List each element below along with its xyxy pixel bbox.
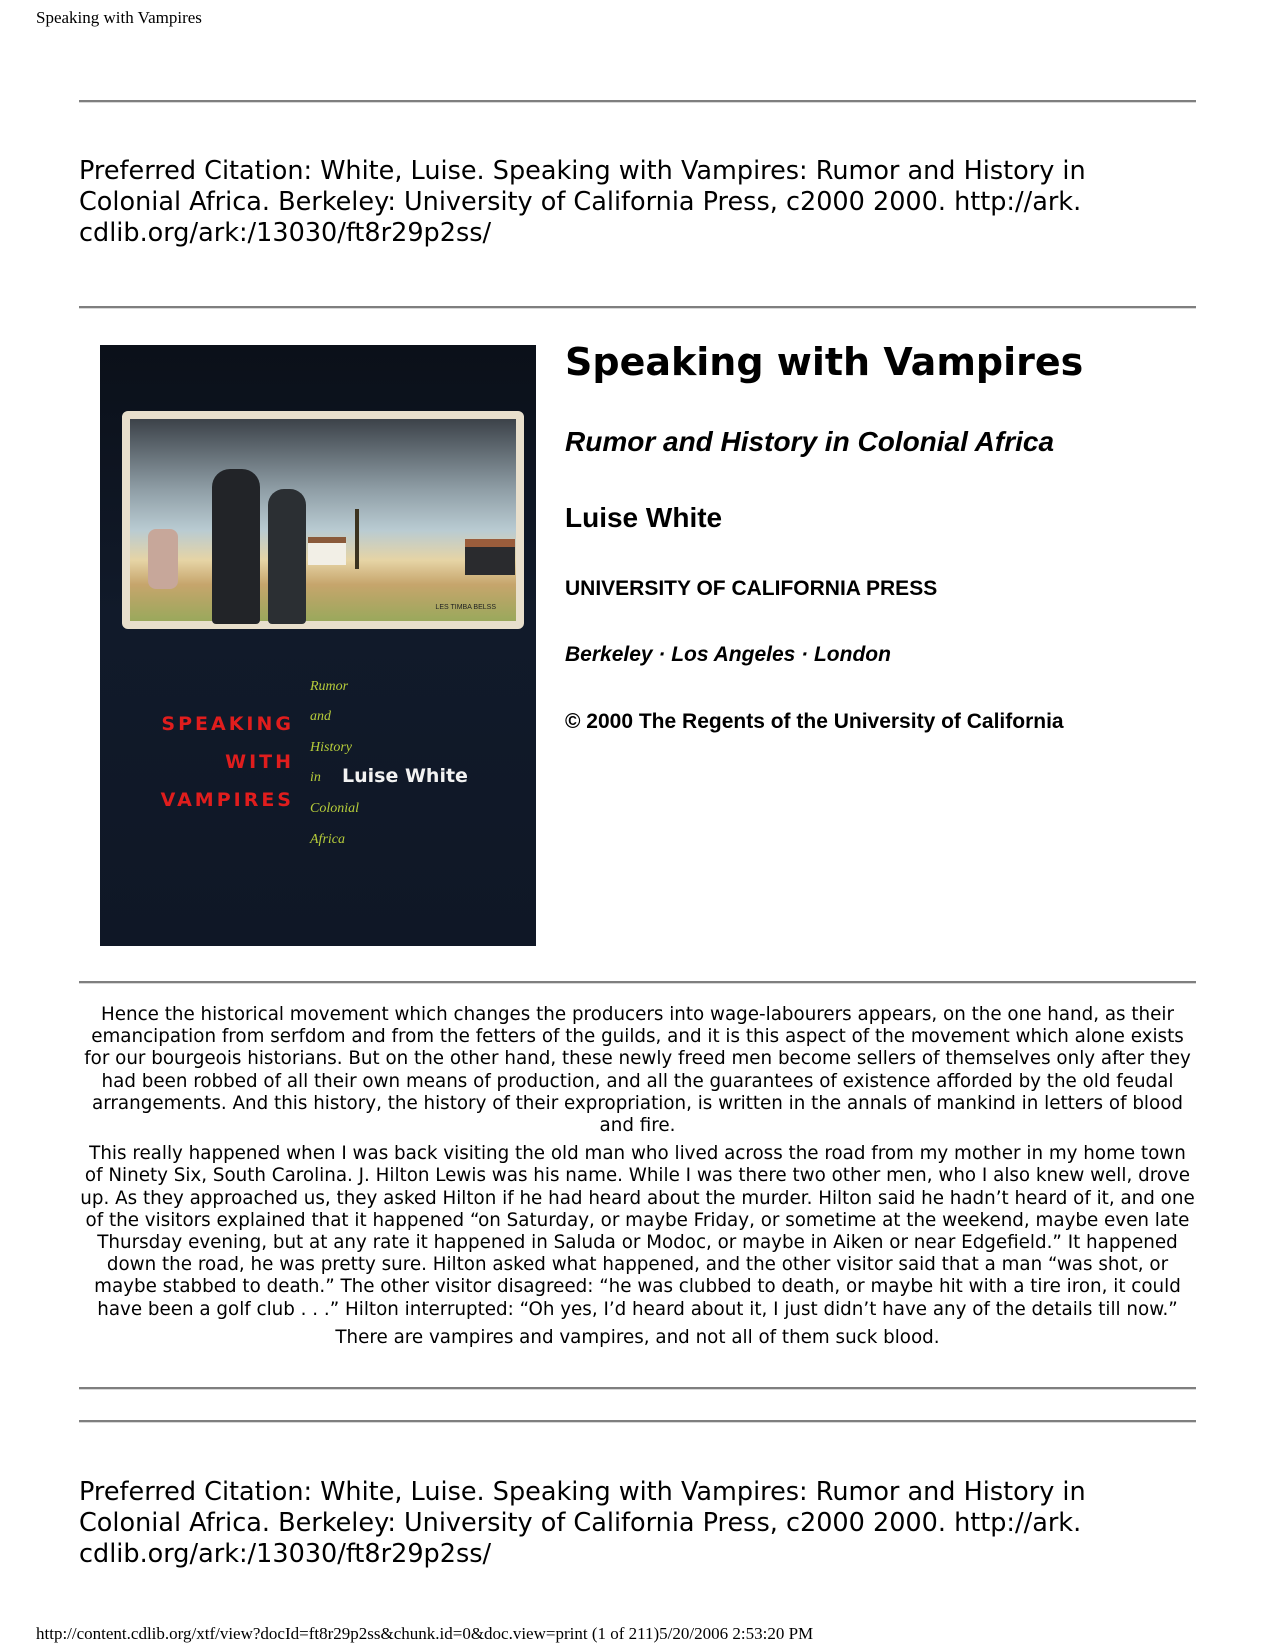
cover-art-hut (308, 537, 346, 565)
citation-line: Preferred Citation: White, Luise. Speaking with Vampires: Rumor and History in (79, 156, 1086, 186)
running-footer-url: http://content.cdlib.org/xtf/view?docId=ft8r29p2ss&chunk.id=0&doc.view=print (1 of 211)5/20/2006 2:53:20 PM (36, 1624, 814, 1643)
citation-line: cdlib.org/ark:/13030/ft8r29p2ss/ (79, 218, 492, 248)
divider (79, 100, 1196, 103)
epigraph-paragraph: Hence the historical movement which changes the producers into wage-labourers appears, on the one hand, as their emancipation from serfdom and from the fetters of the guilds, and it is this aspect of the movement which alone exists for our bourgeois historians. But on the other hand, these newly freed men become sellers of themselves only after they had been robbed of all their own means of production, and all the guarantees of existence afforded by the old feudal arrangements. And this history, the history of their expropriation, is written in the annals of mankind in letters of blood and fire. (84, 1004, 1191, 1137)
epigraph-paragraph: There are vampires and vampires, and not all of them suck blood. (335, 1326, 940, 1348)
cover-title-line: VAMPIRES (160, 789, 294, 811)
preferred-citation-bottom (79, 1477, 1199, 1570)
book-cover-image (100, 345, 536, 946)
cover-art-figure (212, 469, 260, 624)
running-header: Speaking with Vampires (36, 8, 202, 27)
book-author: Luise White (565, 502, 723, 533)
cover-painting (122, 411, 524, 629)
cover-subtitle-line: Colonial (310, 801, 360, 816)
citation-line: Colonial Africa. Berkeley: University of California Press, c2000 2000. http://ark. (79, 187, 1082, 217)
cover-art-palm (355, 509, 359, 569)
cover-subtitle-line: Africa (310, 832, 345, 847)
cover-art-seated-figure (148, 529, 178, 589)
cover-author: Luise White (342, 765, 468, 787)
epigraph-paragraph: This really happened when I was back visiting the old man who lived across the road from my mother in my home town of Ninety Six, South Carolina. J. Hilton Lewis was his name. While I was there two other men, who I also knew well, drove up. As they approached us, they asked Hilton if he had heard about the murder. Hilton said he hadn’t heard of it, and one of the visitors explained that it happened “on Saturday, or maybe Friday, or sometime at the weekend, maybe even late Thursday evening, but at any rate it happened in Saluda or Modoc, or maybe in Aiken or near Edgefield.” It happened down the road, he was pretty sure. Hilton asked what happened, and the other visitor said that a man “was shot, or maybe stabbed to death.” The other visitor disagreed: “he was clubbed to death, or maybe hit with a tire iron, it could have been a golf club . . .” Hilton interrupted: “Oh yes, I’d heard about it, I just didn’t have any of the details till now.” (80, 1143, 1195, 1320)
cover-title-line: WITH (225, 751, 294, 773)
cover-art-figure (268, 489, 306, 624)
cover-subtitle-line: and (310, 709, 331, 724)
book-subtitle: Rumor and History in Colonial Africa (565, 426, 1055, 457)
divider (79, 1420, 1196, 1423)
cover-subtitle-line: in (310, 770, 321, 785)
cover-subtitle-line: Rumor (310, 679, 349, 694)
preferred-citation-top (79, 156, 1199, 249)
cover-art-caption: LES TIMBA BELSS (435, 604, 496, 611)
citation-line: Colonial Africa. Berkeley: University of California Press, c2000 2000. http://ark. (79, 1508, 1082, 1538)
cover-art-hut (465, 539, 515, 575)
epigraphs (79, 1004, 1196, 1355)
divider (79, 1387, 1196, 1390)
cover-subtitle-line: History (310, 740, 352, 755)
citation-line: Preferred Citation: White, Luise. Speaking with Vampires: Rumor and History in (79, 1477, 1086, 1507)
divider (79, 306, 1196, 309)
divider (79, 981, 1196, 984)
book-title: Speaking with Vampires (565, 340, 1084, 384)
publisher-places: Berkeley · Los Angeles · London (565, 643, 891, 666)
cover-title-line: SPEAKING (161, 713, 294, 735)
citation-line: cdlib.org/ark:/13030/ft8r29p2ss/ (79, 1539, 492, 1569)
book-publisher: UNIVERSITY OF CALIFORNIA PRESS (565, 577, 938, 600)
copyright-notice: © 2000 The Regents of the University of California (565, 710, 1064, 733)
